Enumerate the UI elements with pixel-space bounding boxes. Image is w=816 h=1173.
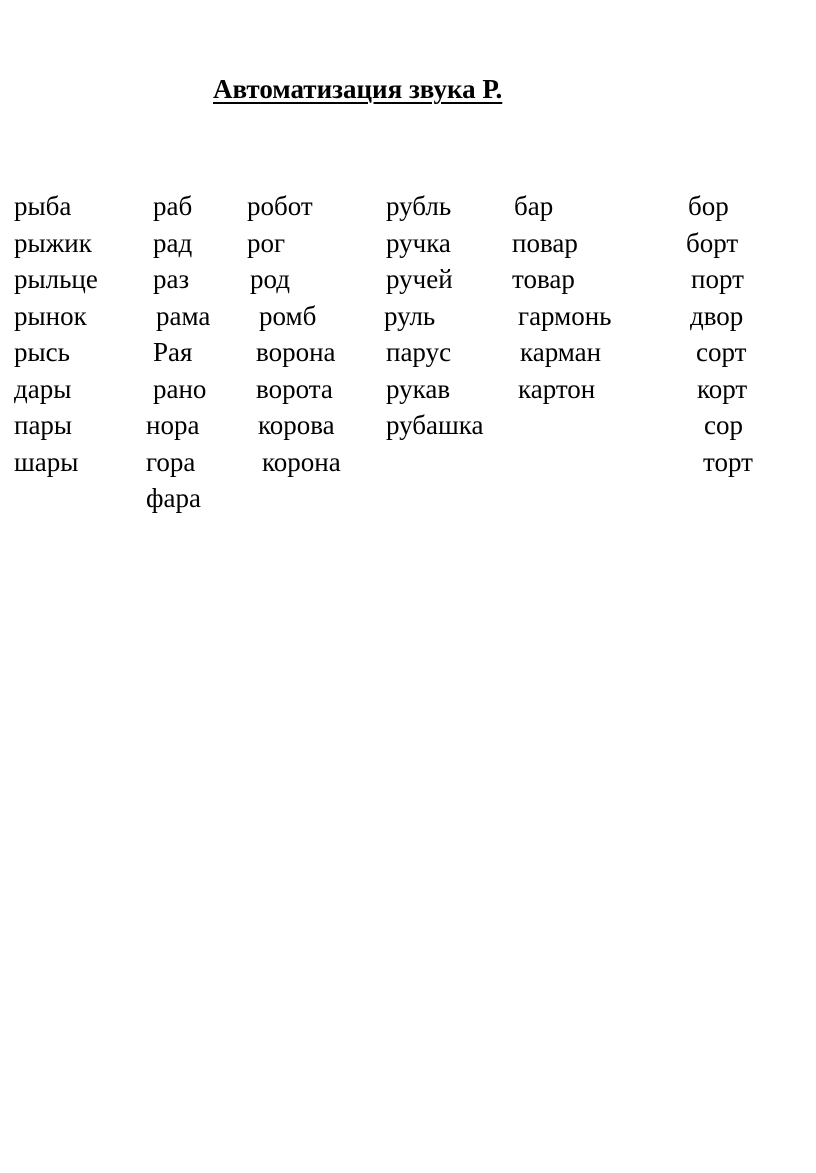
word-dary: дары (14, 374, 72, 404)
word-pary: пары (14, 410, 73, 440)
word-rano: рано (153, 374, 207, 404)
word-vorota: ворота (256, 374, 333, 404)
word-port: порт (691, 264, 744, 294)
word-robot: робот (247, 191, 313, 221)
word-rab: раб (153, 191, 193, 221)
word-rys: рысь (14, 337, 70, 367)
word-raya: Рая (153, 337, 193, 367)
word-tovar: товар (512, 264, 575, 294)
word-rukav: рукав (386, 374, 451, 404)
word-parus: парус (386, 337, 452, 367)
word-korova: корова (258, 410, 335, 440)
word-ryba: рыба (14, 191, 72, 221)
word-rubl: рубль (386, 191, 452, 221)
word-karton: картон (518, 374, 596, 404)
word-bor: бор (688, 191, 729, 221)
word-dvor: двор (690, 301, 744, 331)
word-gora: гора (146, 447, 196, 477)
word-fara: фара (146, 483, 201, 513)
word-rod: род (250, 264, 290, 294)
word-bar: бар (514, 191, 554, 221)
word-rubashka: рубашка (386, 410, 484, 440)
word-tort: торт (703, 447, 753, 477)
word-bort: борт (686, 228, 739, 258)
word-povar: повар (512, 228, 578, 258)
word-vorona: ворона (256, 337, 336, 367)
word-sor: сор (704, 410, 743, 440)
word-romb: ромб (259, 301, 317, 331)
word-rul: руль (384, 301, 436, 331)
word-raz: раз (153, 264, 190, 294)
word-karman: карман (520, 337, 602, 367)
word-ruchka: ручка (386, 228, 451, 258)
word-korona: корона (262, 447, 341, 477)
word-rad: рад (153, 228, 193, 258)
word-garmon: гармонь (518, 301, 612, 331)
word-kort: корт (697, 374, 748, 404)
word-rylce: рыльце (14, 264, 98, 294)
word-rog: рог (247, 228, 286, 258)
word-rama: рама (156, 301, 211, 331)
word-ruchey: ручей (386, 264, 453, 294)
word-nora: нора (146, 410, 200, 440)
word-shary: шары (14, 447, 79, 477)
word-sort: сорт (696, 337, 747, 367)
page-title: Автоматизация звука Р. (213, 74, 503, 104)
word-ryzhik: рыжик (14, 228, 92, 258)
word-rynok: рынок (14, 301, 87, 331)
